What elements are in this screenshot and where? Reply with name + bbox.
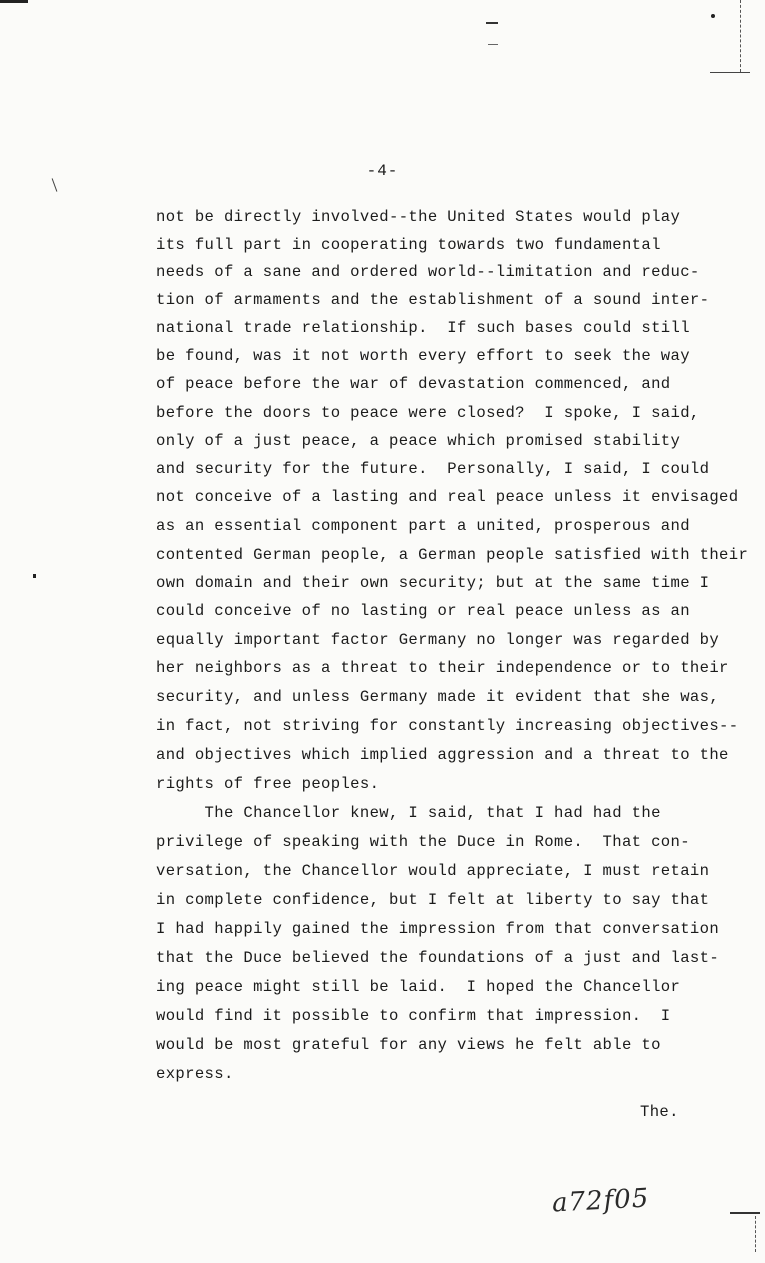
text-line: and security for the future. Personally, I said, I could [156, 460, 710, 478]
text-line: its full part in cooperating towards two fundamental [156, 236, 661, 254]
text-line: versation, the Chancellor would appreciate, I must retain [156, 862, 710, 880]
text-line: not conceive of a lasting and real peace unless it envisaged [156, 488, 739, 506]
text-line: express. [156, 1065, 234, 1083]
text-line: own domain and their own security; but at the same time I [156, 574, 710, 592]
text-line: would be most grateful for any views he felt able to [156, 1036, 661, 1054]
top-center-mark-2 [488, 44, 498, 45]
text-line: ing peace might still be laid. I hoped the Chancellor [156, 978, 681, 996]
left-margin-tick [52, 178, 58, 191]
text-line: would find it possible to confirm that impression. I [156, 1007, 671, 1025]
text-line: The Chancellor knew, I said, that I had had the [156, 804, 661, 822]
text-line: before the doors to peace were closed? I spoke, I said, [156, 404, 700, 422]
text-line: security, and unless Germany made it evident that she was, [156, 688, 720, 706]
text-line: contented German people, a German people satisfied with their [156, 546, 749, 564]
handwritten-archive-number: a72f05 [551, 1183, 651, 1219]
text-line: could conceive of no lasting or real peace unless as an [156, 602, 690, 620]
text-line: national trade relationship. If such bases could still [156, 319, 690, 337]
text-line: her neighbors as a threat to their independence or to their [156, 659, 729, 677]
text-line: in fact, not striving for constantly increasing objectives-- [156, 717, 739, 735]
text-line: not be directly involved--the United States would play [156, 208, 681, 226]
text-line: needs of a sane and ordered world--limitation and reduc- [156, 263, 700, 281]
text-line: of peace before the war of devastation commenced, and [156, 375, 671, 393]
bottom-right-mark-2 [755, 1216, 758, 1252]
left-margin-dot [33, 574, 36, 578]
right-edge-mark [740, 0, 744, 72]
text-line: equally important factor Germany no longer was regarded by [156, 631, 720, 649]
text-line: be found, was it not worth every effort to seek the way [156, 347, 690, 365]
bottom-right-mark [730, 1212, 760, 1214]
text-line: and objectives which implied aggression and a threat to the [156, 746, 729, 764]
text-line: that the Duce believed the foundations of a just and last- [156, 949, 720, 967]
text-line: in complete confidence, but I felt at liberty to say that [156, 891, 710, 909]
corner-mark-top-left [0, 0, 28, 3]
text-line: only of a just peace, a peace which promised stability [156, 432, 681, 450]
text-line: rights of free peoples. [156, 775, 380, 793]
text-line: as an essential component part a united, prosperous and [156, 517, 690, 535]
right-edge-mark-2 [710, 72, 750, 73]
text-line: privilege of speaking with the Duce in Rome. That con- [156, 833, 690, 851]
page-number: -4- [366, 162, 399, 180]
text-line: tion of armaments and the establishment of a sound inter- [156, 291, 710, 309]
top-center-mark [486, 22, 498, 24]
catchword: The. [640, 1103, 679, 1121]
text-line: I had happily gained the impression from that conversation [156, 920, 720, 938]
right-edge-dot [711, 14, 715, 18]
